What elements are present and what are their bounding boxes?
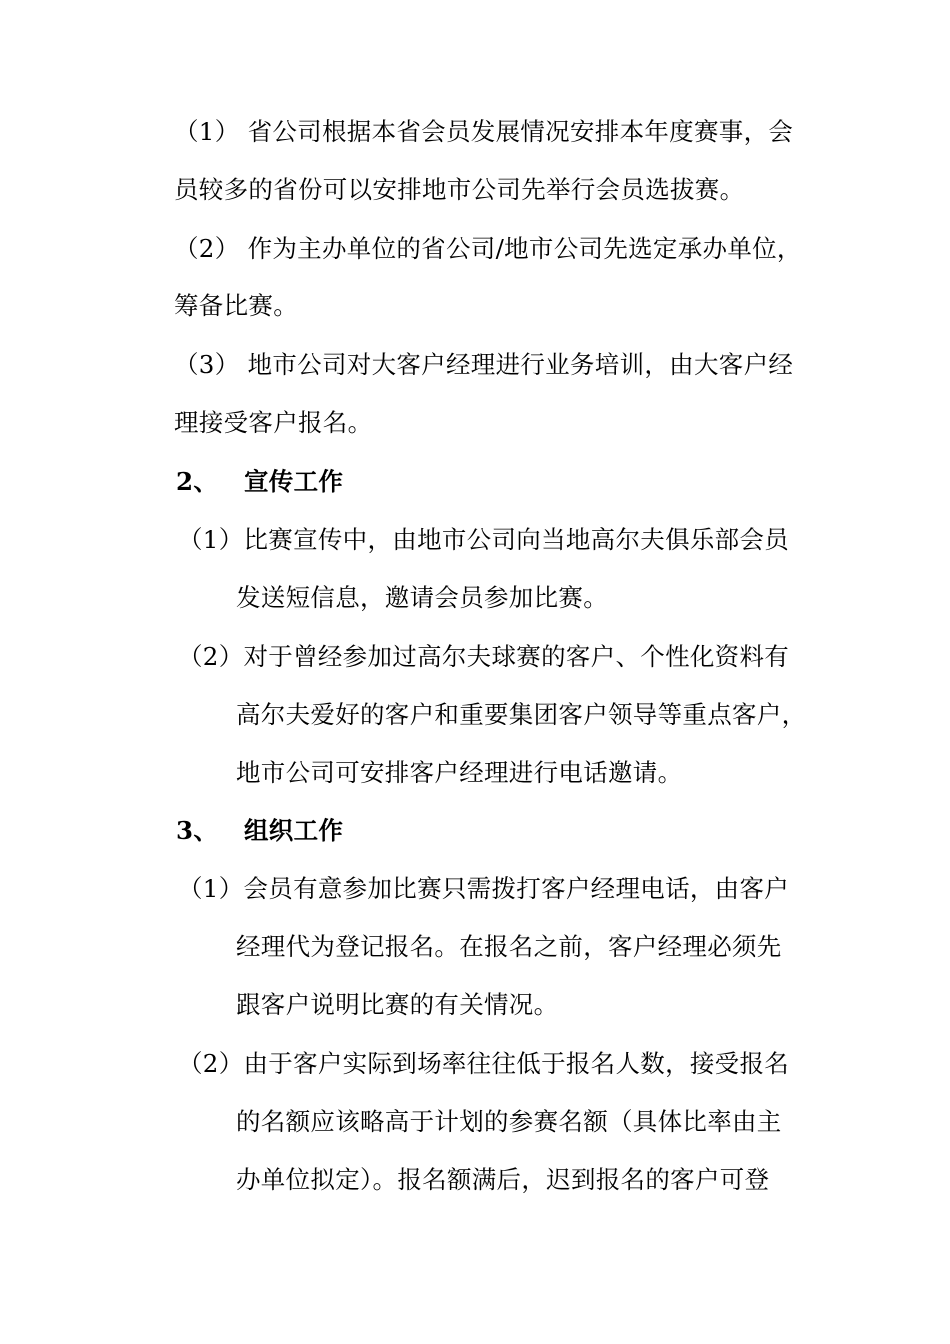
paragraph-line: 的名额应该略高于计划的参赛名额（具体比率由主 (236, 1107, 782, 1136)
paragraph-line: （2）由于客户实际到场率往往低于报名人数，接受报名 (178, 1049, 790, 1078)
paragraph-line: （1） 省公司根据本省会员发展情况安排本年度赛事，会 (174, 117, 794, 146)
section-heading (176, 466, 343, 498)
paragraph-line: 地市公司可安排客户经理进行电话邀请。 (236, 758, 683, 787)
paragraph-line: 办单位拟定）。报名额满后，迟到报名的客户可登 (236, 1165, 770, 1194)
paragraph-line: 经理代为登记报名。在报名之前，客户经理必须先 (236, 932, 782, 961)
paragraph-line: （1）比赛宣传中，由地市公司向当地高尔夫俱乐部会员 (178, 525, 790, 554)
paragraph-line: （1）会员有意参加比赛只需拨打客户经理电话，由客户 (178, 874, 790, 903)
paragraph-line: 发送短信息，邀请会员参加比赛。 (236, 583, 608, 612)
paragraph-line: 高尔夫爱好的客户和重要集团客户领导等重点客户， (236, 700, 807, 729)
section-title: 宣传工作 (244, 467, 344, 496)
section-heading (176, 815, 343, 847)
section-number: 3、 (176, 816, 219, 845)
paragraph-line: （3） 地市公司对大客户经理进行业务培训，由大客户经 (174, 350, 794, 379)
section-title: 组织工作 (244, 816, 344, 845)
paragraph-line: 筹备比赛。 (174, 291, 298, 320)
paragraph-line: 理接受客户报名。 (174, 408, 373, 437)
paragraph-line: 员较多的省份可以安排地市公司先举行会员选拔赛。 (174, 175, 745, 204)
paragraph-line: （2）对于曾经参加过高尔夫球赛的客户、个性化资料有 (178, 642, 790, 671)
paragraph-line: （2） 作为主办单位的省公司/地市公司先选定承办单位， (174, 234, 802, 263)
paragraph-line: 跟客户说明比赛的有关情况。 (236, 990, 559, 1019)
section-number: 2、 (176, 467, 219, 496)
